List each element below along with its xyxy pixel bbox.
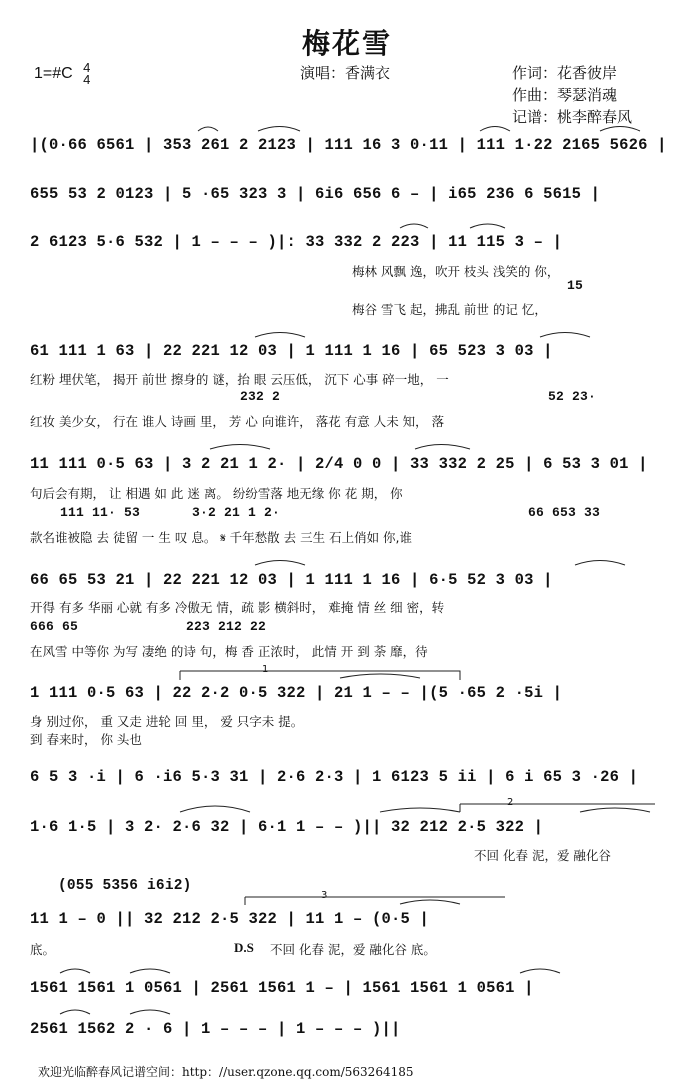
slur: [258, 127, 300, 132]
lyric-line-7b: 到 春来时， 你 头也: [30, 732, 142, 747]
score-line-7: 1 111 0·5 63 | 22 2·2 0·5 322 | 21 1 – – |(5 ·65 2 ·5i |: [30, 684, 563, 702]
score-line-11: 1561 1561 1 0561 | 2561 1561 1 – | 1561 1561 1 0561 |: [30, 979, 534, 997]
slur: [255, 333, 305, 338]
slur: [470, 224, 505, 228]
footer-note: 欢迎光临醉春风记谱空间：http：//user.qzone.qq.com/563264185: [38, 1065, 414, 1079]
score-line-2: 655 53 2 0123 | 5 ·65 323 3 | 6i6 656 6 – | i65 236 6 5615 |: [30, 185, 601, 203]
sub-notes-3: 15: [567, 278, 584, 293]
singer-credit: 演唱：香满衣: [300, 64, 391, 82]
volta-1-bracket: [180, 671, 460, 680]
score-line-4: 61 111 1 63 | 22 221 12 03 | 1 111 1 16 | 65 523 3 03 |: [30, 342, 553, 360]
slur: [580, 808, 650, 812]
lyric-line-4b: 红妆 美少女， 行在 谁人 诗画 里， 芳 心 向谁许， 落花 有意 人未 知， 落: [30, 414, 445, 429]
score-line-9: 1·6 1·5 | 3 2· 2·6 32 | 6·1 1 – – )|| 32 212 2·5 322 |: [30, 818, 544, 836]
score-line-5: 11 111 0·5 63 | 3 2 21 1 2· | 2/4 0 0 | 33 332 2 25 | 6 53 3 01 |: [30, 455, 648, 473]
slur: [180, 806, 250, 812]
score-line-3: 2 6123 5·6 532 | 1 – – – )|: 33 332 2 223 | 11 115 3 – |: [30, 233, 563, 251]
slur: [600, 127, 640, 132]
volta-2-label: 2: [507, 797, 514, 808]
lyricist-credit: 作词：花香彼岸: [512, 64, 618, 82]
score-line-10: 11 1 – 0 || 32 212 2·5 322 | 11 1 – (0·5 |: [30, 910, 430, 928]
lyric-line-6b: 在风雪 中等你 为写 凄绝 的诗 句，梅 香 正浓时， 此情 开 到 荼 靡，待: [30, 644, 428, 659]
slur: [130, 969, 170, 973]
sub-notes-6a: 666 65: [30, 619, 79, 634]
lyric-line-5a: 句后会有期， 让 相遇 如 此 迷 离。 纷纷雪落 地无缘 你 花 期， 你: [30, 486, 403, 501]
slur: [400, 224, 428, 228]
slur: [60, 1010, 90, 1014]
slur: [415, 445, 470, 450]
lyric-line-3a: 梅林 风飘 逸，吹开 枝头 浅笑的 你，: [352, 264, 560, 279]
lyric-line-10a: 底。: [30, 942, 56, 957]
slur: [60, 969, 90, 973]
slur: [480, 127, 510, 132]
sub-notes-4b: 52 23·: [548, 389, 597, 404]
slur: [575, 561, 625, 566]
slur: [210, 445, 270, 450]
interlude-notes: (055 5356 i6i2): [58, 878, 192, 894]
slur: [198, 127, 218, 131]
score-line-1: |(0·66 6561 | 353 261 2 2123 | 111 16 3 0·11 | 111 1·22 2165 5626 |: [30, 136, 667, 154]
time-bottom: 4: [83, 72, 91, 87]
slur: [380, 808, 460, 812]
lyric-line-10b: 不回 化春 泥，爱 融化谷 底。: [270, 942, 436, 957]
lyric-line-7a: 身 别过你， 重 又走 进轮 回 里， 爱 只字未 提。: [30, 714, 304, 729]
lyric-line-9: 不回 化春 泥，爱 融化谷: [474, 848, 611, 863]
slur: [255, 561, 305, 566]
lyric-line-6a: 开得 有多 华丽 心就 有多 冷傲无 情，疏 影 横斜时， 难掩 情 丝 细 密，转: [30, 600, 445, 615]
slur: [540, 333, 590, 338]
volta-1-label: 1: [262, 664, 269, 675]
sub-notes-5b: 3·2 21 1 2·: [192, 505, 281, 520]
time-top: 4: [83, 60, 91, 75]
slur: [520, 969, 560, 973]
score-line-6: 66 65 53 21 | 22 221 12 03 | 1 111 1 16 | 6·5 52 3 03 |: [30, 571, 553, 589]
lyric-line-3b: 梅谷 雪飞 起，拂乱 前世 的记 忆，: [352, 302, 547, 317]
sub-notes-5c: 66 653 33: [528, 505, 601, 520]
score-line-8: 6 5 3 ·i | 6 ·i6 5·3 31 | 2·6 2·3 | 1 6123 5 ii | 6 i 65 3 ·26 |: [30, 768, 639, 786]
song-title: 梅花雪: [301, 27, 392, 60]
volta-3-label: 3: [321, 890, 328, 901]
sub-notes-5a: 111 11· 53: [60, 505, 141, 520]
score-line-12: 2561 1562 2 · 6 | 1 – – – | 1 – – – )||: [30, 1020, 401, 1038]
slur: [130, 1010, 170, 1014]
lyric-line-5b: 款名谁被隐 去 徒留 一 生 叹 息。 𝄋 千年愁散 去 三生 石上俏如 你,谁: [30, 530, 413, 545]
lyric-line-4a: 红粉 埋伏笔， 揭开 前世 擦身的 谜，抬 眼 云压低， 沉下 心事 碎一地， 一: [30, 372, 449, 387]
slur: [340, 674, 420, 678]
sub-notes-6b: 223 212 22: [186, 619, 267, 634]
sub-notes-4a: 232 2: [240, 389, 281, 404]
slur: [400, 900, 460, 904]
ds-marker: D.S: [234, 940, 254, 955]
transcriber-credit: 记谱：桃李醉春风: [512, 108, 633, 126]
composer-credit: 作曲：琴瑟消魂: [512, 86, 618, 104]
key-label: 1=#C: [34, 65, 73, 83]
